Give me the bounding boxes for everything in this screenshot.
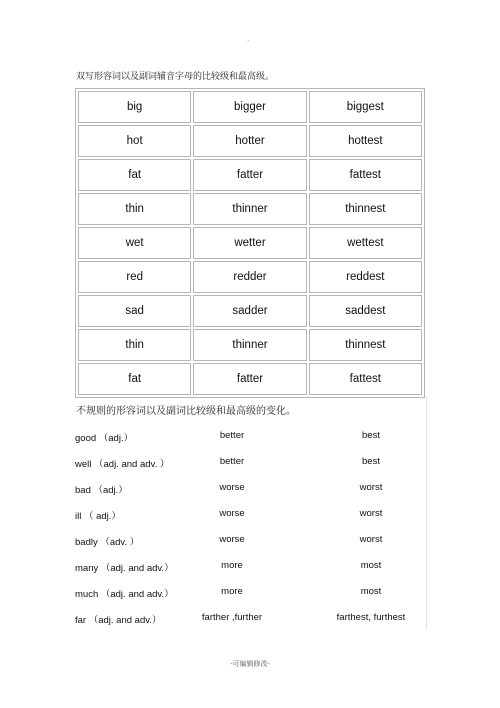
table-row (78, 193, 422, 225)
comparative-label: better (219, 430, 245, 441)
superlative-label: worst (359, 508, 383, 519)
word-label: far （adj. and adv.） (75, 615, 162, 626)
comparative-label: better (219, 456, 245, 467)
word-label: much （adj. and adv.） (75, 589, 174, 600)
word-label: many （adj. and adv.） (75, 563, 174, 574)
section-heading-irregular: 不规则的形容词以及副词比较级和最高级的变化。 (76, 406, 296, 417)
list-item (70, 534, 426, 550)
comparative-cell: thinner (193, 193, 306, 225)
comparative-cell: bigger (193, 91, 306, 123)
double-consonant-table (75, 88, 425, 398)
superlative-cell: hottest (309, 125, 422, 157)
base-form-cell: red (78, 261, 191, 293)
comparative-cell: hotter (193, 125, 306, 157)
comparative-label: worse (219, 508, 245, 519)
comparative-label: more (221, 586, 243, 597)
table-row (78, 261, 422, 293)
superlative-cell: biggest (309, 91, 422, 123)
superlative-label: worst (359, 482, 383, 493)
irregular-forms-section (70, 396, 427, 630)
list-item (70, 482, 426, 498)
superlative-label: most (360, 560, 382, 571)
word-label: well （adj. and adv. ） (75, 459, 170, 470)
base-form-cell: sad (78, 295, 191, 327)
superlative-label: farthest, furthest (336, 612, 406, 623)
base-form-cell: hot (78, 125, 191, 157)
comparative-label: worse (219, 534, 245, 545)
comparative-cell: fatter (193, 363, 306, 395)
superlative-label: best (362, 430, 380, 441)
superlative-cell: fattest (309, 159, 422, 191)
list-item (70, 456, 426, 472)
table-row (78, 363, 422, 395)
section-heading-double-consonant: 双写形容词以及副词辅音字母的比较级和最高级。 (76, 72, 275, 82)
comparative-cell: redder (193, 261, 306, 293)
table-row (78, 159, 422, 191)
superlative-cell: wettest (309, 227, 422, 259)
superlative-label: best (362, 456, 380, 467)
comparative-cell: fatter (193, 159, 306, 191)
superlative-cell: fattest (309, 363, 422, 395)
comparative-cell: thinner (193, 329, 306, 361)
list-item (70, 560, 426, 576)
table-row (78, 295, 422, 327)
table-row (78, 91, 422, 123)
comparative-label: farther ,further (201, 612, 263, 623)
base-form-cell: big (78, 91, 191, 123)
superlative-label: most (360, 586, 382, 597)
comparative-cell: wetter (193, 227, 306, 259)
table-row (78, 329, 422, 361)
superlative-label: worst (359, 534, 383, 545)
table-row (78, 125, 422, 157)
list-item (70, 612, 426, 628)
top-dot-mark: . (247, 34, 250, 43)
list-item (70, 586, 426, 602)
superlative-cell: reddest (309, 261, 422, 293)
comparative-label: more (221, 560, 243, 571)
word-label: badly （adv. ） (75, 537, 140, 548)
page-footer: -可编辑修改- (230, 660, 270, 668)
table-row (78, 227, 422, 259)
superlative-cell: saddest (309, 295, 422, 327)
superlative-cell: thinnest (309, 193, 422, 225)
base-form-cell: fat (78, 363, 191, 395)
word-label: good （adj.） (75, 433, 134, 444)
list-item (70, 430, 426, 446)
base-form-cell: fat (78, 159, 191, 191)
comparative-label: worse (219, 482, 245, 493)
base-form-cell: thin (78, 329, 191, 361)
list-item (70, 508, 426, 524)
base-form-cell: thin (78, 193, 191, 225)
word-label: ill （ adj.） (75, 511, 121, 522)
comparative-cell: sadder (193, 295, 306, 327)
base-form-cell: wet (78, 227, 191, 259)
superlative-cell: thinnest (309, 329, 422, 361)
word-label: bad （adj.） (75, 485, 128, 496)
